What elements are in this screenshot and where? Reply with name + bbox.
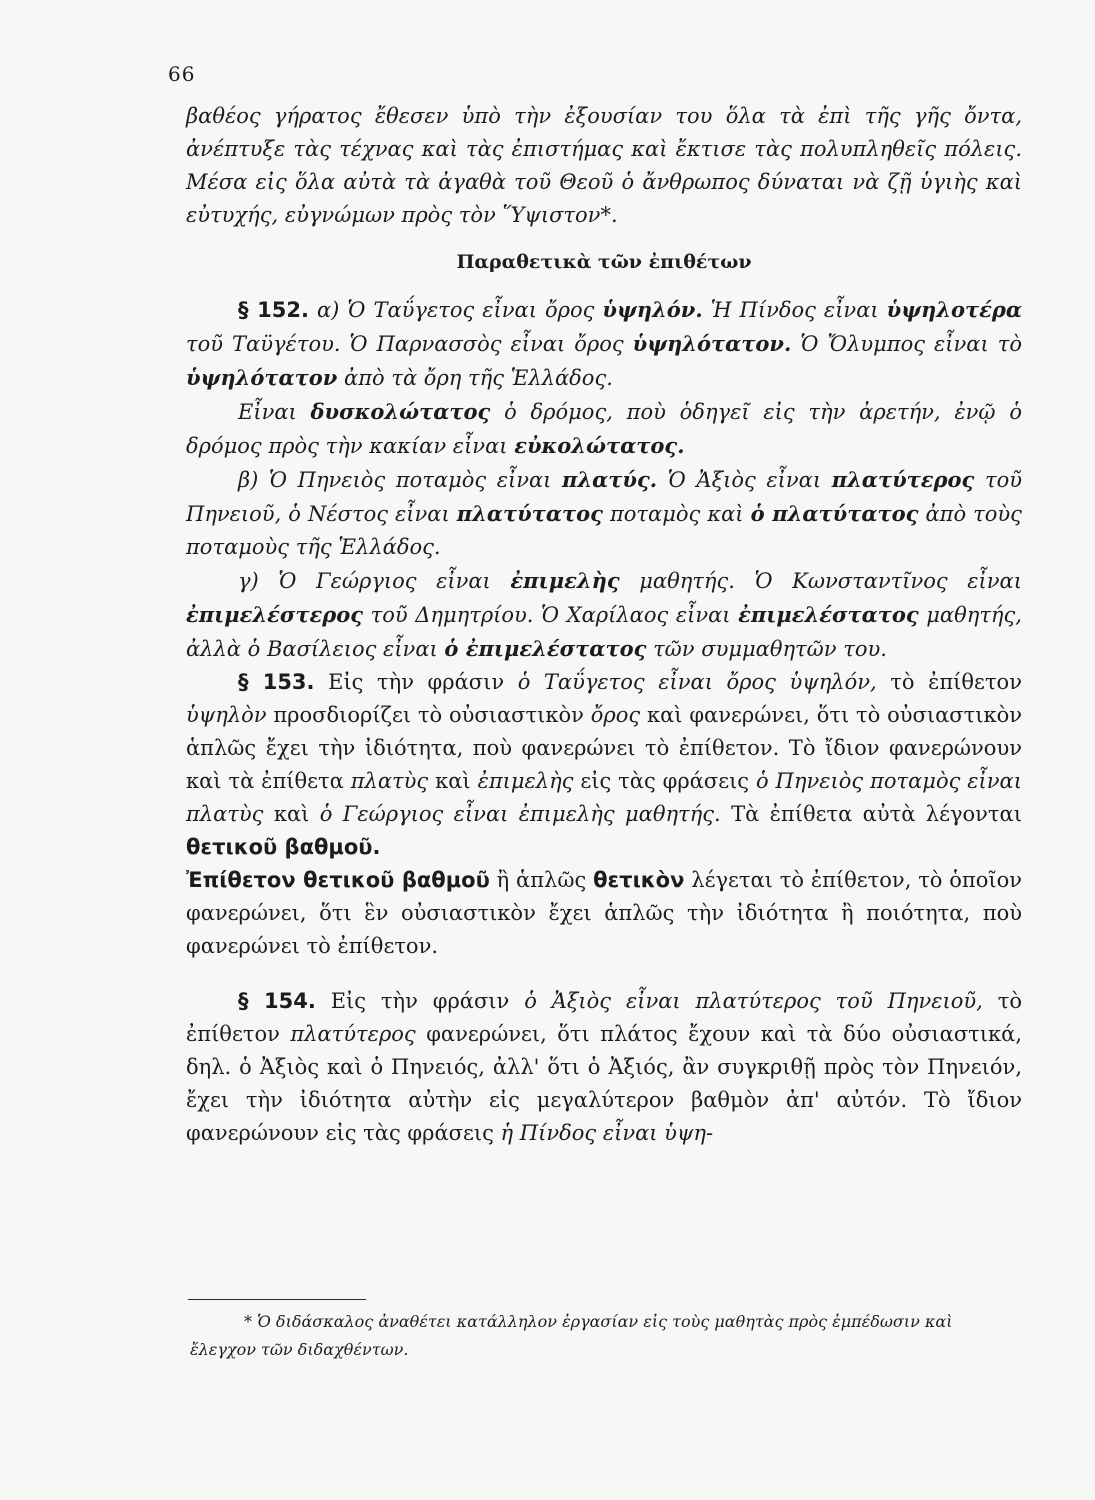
bold-term: Ἐπίθετον θετικοῦ βαθμοῦ bbox=[186, 868, 490, 892]
italic-term: ὁ Γεώργιος εἶναι ἐπιμελὴς μαθητής. bbox=[319, 802, 721, 826]
text-run: Ὁ Γεώργιος εἶναι bbox=[278, 569, 491, 593]
paragraph-153 bbox=[186, 666, 1022, 864]
paragraph-152-b bbox=[186, 463, 1022, 564]
section-number-153: § 153. bbox=[238, 670, 315, 694]
text-run: λέγεται τὸ ἐπίθετον, τὸ ὁποῖον φανερώνει, ὅτι ἓν οὐσιαστικὸν ἔχει ἁπλῶς τὴν ἰδιότητα ἢ ποιότητα, ποὺ φανερώνει τὸ ἐπίθετον. bbox=[186, 868, 1023, 958]
text-run: φανερώνει, ὅτι πλάτος ἔχουν καὶ τὰ δύο οὐσιαστικά, δηλ. ὁ Ἀξιὸς καὶ ὁ Πηνειός, ἀλλ' ὅτι ὁ Ἀξιός, ἂν συγκριθῇ πρὸς τὸν Πηνειόν, ἔχει τὴν ἰδιότητα αὐτὴν εἰς μεγαλύτερον βαθμὸν ἀπ' αὐτόν. Τὸ ἴδιον φανερώνουν εἰς τὰς φράσεις bbox=[186, 1022, 1022, 1145]
italic-term: ὁ Ταΰγετος εἶναι ὄρος ὑψηλόν, bbox=[517, 670, 877, 694]
text-run: τοῦ Ταϋγέτου. Ὁ Παρνασσὸς εἶναι ὄρος bbox=[186, 332, 624, 356]
text-run: τὸ ἐπίθετον bbox=[890, 670, 1022, 694]
text-run: Τὰ ἐπίθετα αὐτὰ λέγονται bbox=[731, 802, 1022, 826]
bold-term: ὁ ἐπιμελέστατος bbox=[444, 636, 647, 661]
section-heading: Παραθετικὰ τῶν ἐπιθέτων bbox=[456, 251, 752, 273]
text-run: ποταμὸς καὶ bbox=[609, 502, 744, 526]
text-run: μαθητής. Ὁ Κωνσταντῖνος εἶναι bbox=[639, 569, 1022, 593]
text-run: καὶ bbox=[435, 769, 471, 793]
bold-term: ἐπιμελὴς bbox=[510, 568, 620, 593]
paragraph-152-a2 bbox=[186, 395, 1022, 463]
bold-term: ἐπιμελέστερος bbox=[186, 602, 364, 627]
text-run: ὁ δρόμος, ποὺ ὁδηγεῖ εἰς τὴν ἀρετήν, ἐνῷ ὁ δρόμος πρὸς τὴν κακίαν εἶναι bbox=[186, 400, 1022, 458]
italic-term: πλατύτερος bbox=[290, 1022, 416, 1046]
bold-term: ὑψηλόν. bbox=[602, 297, 703, 322]
italic-term: ὑψηλὸν bbox=[186, 703, 267, 727]
bold-term: ὑψηλοτέρα bbox=[886, 297, 1023, 322]
text-run: ἀπὸ τὰ ὄρη τῆς Ἑλλάδος. bbox=[344, 366, 613, 390]
bold-term: εὐκολώτατος. bbox=[514, 433, 685, 458]
section-number-152: § 152. bbox=[238, 298, 309, 322]
text-run: Εἶναι bbox=[238, 400, 297, 424]
text-run: Εἰς τὴν φράσιν bbox=[330, 989, 510, 1013]
text-run: τοῦ Δημητρίου. Ὁ Χαρίλαος εἶναι bbox=[370, 603, 731, 627]
paragraph-gap bbox=[186, 963, 1022, 985]
italic-term: ὁ Ἀξιὸς εἶναι πλατύτερος τοῦ Πηνειοῦ, bbox=[524, 989, 983, 1013]
text-run: Ἡ Πίνδος εἶναι bbox=[710, 298, 879, 322]
text-run: τὸ ἐπίθετον bbox=[186, 989, 1022, 1046]
italic-term: πλατὺς bbox=[350, 769, 429, 793]
bold-term: πλατύτερος bbox=[831, 467, 975, 492]
body-text bbox=[186, 100, 1022, 1150]
text-run: καὶ φανερώνει, ὅτι τὸ οὐσιαστικὸν ἁπλῶς ἔχει τὴν ἰδιότητα, ποὺ φανερώνει τὸ ἐπίθετον. Τὸ ἴδιον φανερώνουν καὶ τὰ ἐπίθετα bbox=[186, 703, 1022, 793]
paragraph-152-a bbox=[186, 293, 1022, 395]
text-run: τοῦ Πηνειοῦ, ὁ Νέστος εἶναι bbox=[186, 468, 1022, 526]
paragraph-152-c bbox=[186, 564, 1022, 666]
text-run: μαθητής, ἀλλὰ ὁ Βασίλειος εἶναι bbox=[186, 603, 1022, 661]
bold-term: θετικοῦ βαθμοῦ. bbox=[186, 835, 381, 859]
italic-term: ὄρος bbox=[590, 703, 641, 727]
section-number-154: § 154. bbox=[238, 989, 316, 1013]
bold-term: ὑψηλότατον bbox=[186, 365, 338, 390]
footnote-text: Ὁ διδάσκαλος ἀναθέτει κατάλληλον ἐργασίαν εἰς τοὺς μαθητὰς πρὸς ἐμπέδωσιν καὶ ἔλεγχον τῶν διδαχθέντων. bbox=[190, 1312, 953, 1359]
item-label-b: β) bbox=[238, 468, 259, 492]
italic-term: ὁ Πηνειὸς ποταμὸς εἶναι πλατὺς bbox=[186, 769, 1022, 826]
text-run: προσδιορίζει τὸ οὐσιαστικὸν bbox=[273, 703, 584, 727]
footnote bbox=[190, 1308, 1020, 1364]
text-run: Ὁ Ταΰγετος εἶναι ὄρος bbox=[347, 298, 595, 322]
text-run: ἢ ἁπλῶς bbox=[496, 868, 587, 892]
bold-term: ὑψηλότατον. bbox=[632, 331, 792, 356]
text-run: Εἰς τὴν φράσιν bbox=[328, 670, 505, 694]
intro-paragraph: βαθέος γήρατος ἔθεσεν ὑπὸ τὴν ἐξουσίαν του ὅλα τὰ ἐπὶ τῆς γῆς ὄντα, ἀνέπτυξε τὰς τέχνας καὶ τὰς ἐπιστήμας καὶ ἔκτισε τὰς πολυπληθεῖς πόλεις. Μέσα εἰς ὅλα αὐτὰ τὰ ἀγαθὰ τοῦ Θεοῦ ὁ ἄνθρωπος δύναται νὰ ζῇ ὑγιὴς καὶ εὐτυχής, εὐγνώμων πρὸς τὸν Ὕψιστον*. bbox=[186, 104, 1022, 227]
bold-term: ἐπιμελέστατος bbox=[738, 602, 919, 627]
page-number: 66 bbox=[168, 62, 196, 86]
bold-term: δυσκολώτατος bbox=[310, 399, 491, 424]
item-label-a: α) bbox=[317, 298, 340, 322]
footnote-rule bbox=[188, 1299, 366, 1300]
italic-term: ἐπιμελὴς bbox=[477, 769, 574, 793]
bold-term: θετικὸν bbox=[593, 868, 685, 892]
text-run: Ὁ Πηνειὸς ποταμὸς εἶναι bbox=[268, 468, 552, 492]
paragraph-154 bbox=[186, 985, 1022, 1150]
text-run: Ὁ Ἀξιὸς εἶναι bbox=[667, 468, 822, 492]
text-run: τῶν συμμαθητῶν του. bbox=[653, 637, 887, 661]
definition-positive-degree bbox=[186, 864, 1022, 963]
text-run: ἀπὸ τοὺς ποταμοὺς τῆς Ἑλλάδος. bbox=[186, 502, 1022, 559]
footnote-marker: * bbox=[244, 1312, 252, 1331]
italic-term: ἡ Πίνδος εἶναι ὑψη- bbox=[500, 1121, 714, 1145]
text-run: Ὁ Ὄλυμπος εἶναι τὸ bbox=[800, 332, 1022, 356]
bold-term: πλατύτατος bbox=[456, 501, 603, 526]
bold-term: ὁ πλατύτατος bbox=[750, 501, 919, 526]
text-run: εἰς τὰς φράσεις bbox=[580, 769, 750, 793]
text-run: καὶ bbox=[273, 802, 310, 826]
bold-term: πλατύς. bbox=[562, 467, 658, 492]
item-label-c: γ) bbox=[238, 569, 259, 593]
